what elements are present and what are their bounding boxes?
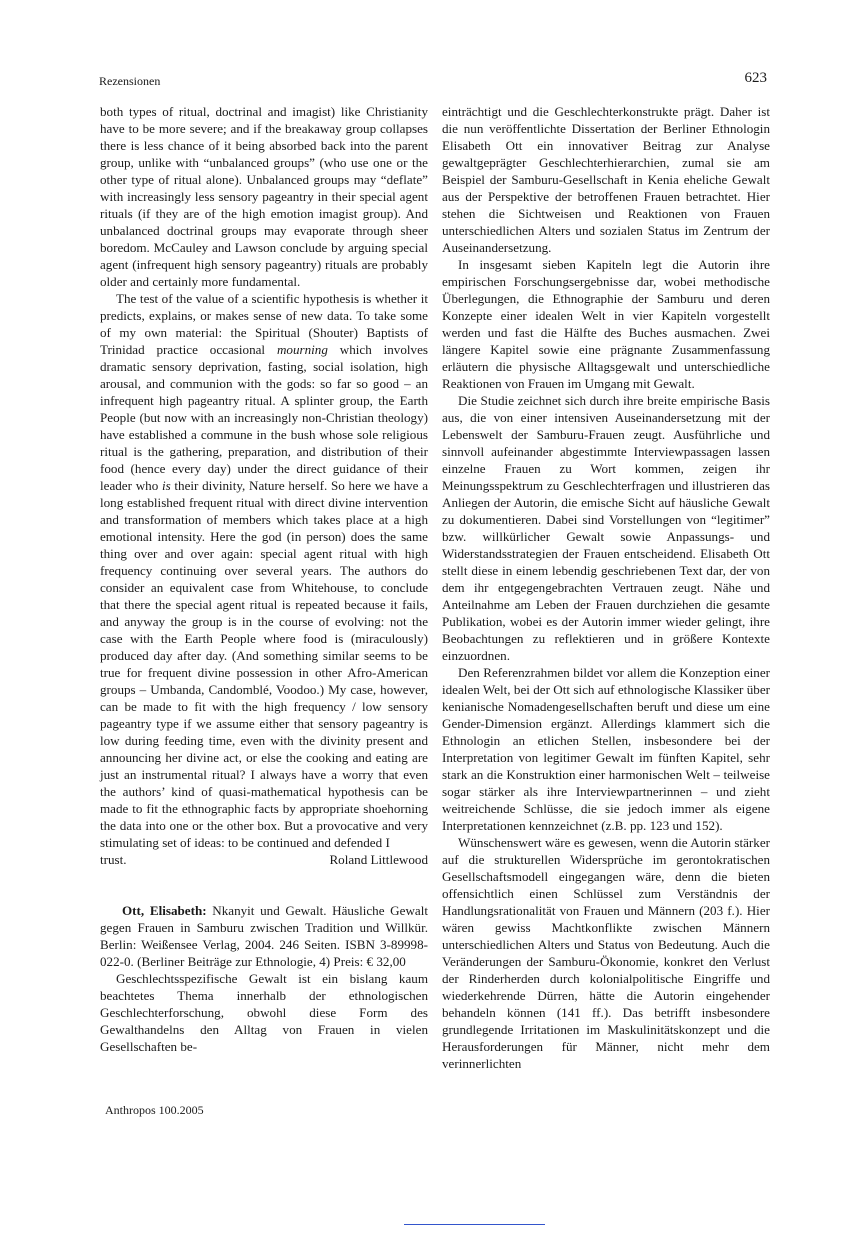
right-column xyxy=(442,103,770,1072)
book-author: Ott, Elisabeth: xyxy=(122,903,207,918)
page-number: 623 xyxy=(744,70,767,86)
book-entry xyxy=(100,902,428,970)
running-head: Rezensionen xyxy=(99,74,161,88)
right-paragraph-1: einträchtigt und die Geschlechterkonstrukte prägt. Daher ist die nun veröffentlichte Dissertation der Berliner Ethnologin Elisabeth Ott ein innovativer Beitrag zur Analyse gewaltgeprägter Geschlechterhierarchien, zumal sie am Beispiel der Samburu-Gesellschaft in Kenia eheliche Gewalt aus der Perspektive der betroffenen Frauen betrachtet. Hier stehen die Sichtweisen und Reaktionen von Frauen unterschiedlichen Alters und sozialen Status im Zentrum der Auseinandersetzung. xyxy=(442,104,770,255)
right-paragraph-4: Den Referenzrahmen bildet vor allem die Konzeption einer idealen Welt, bei der Ott sich auf ethnologische Klassiker über kenianische Nomadengesellschaften beruft und diese um eine Gender-Dimension ergänzt. Allerdings klammert sich die Ethnologin an etlichen Stellen, insbesondere bei der Interpretation von legitimer Gewalt im fünften Kapitel, sehr stark an die Konstruktion einer harmonischen Welt – teilweise sogar stärker als ihre Interviewpartnerinnen – und zieht weitreichende Schlüsse, die sie jedoch immer als eigene Interpretationen kennzeichnet (z.B. pp. 123 und 152). xyxy=(442,665,770,833)
right-paragraph-5: Wünschenswert wäre es gewesen, wenn die Autorin stärker auf die strukturellen Widersprüche im gerontokratischen Gesellschaftsmodell eingegangen wäre, denn die bieten offensichtlich einen Schlüssel zum Verständnis der Handlungsrationalität von Frauen und Männern (203 f.). Hier wären gewiss Machtkonflikte zwischen Männern unterschiedlichen Alters und Status von Bedeutung. Auch die Veränderungen der Samburu-Ökonomie, konkret den Verlust der Rinderherden durch kolonialpolitische Eingriffe und wiederkehrende Dürren, hätte die Autorin eingehender behandeln können (141 ff.). Das betrifft insbesondere grundlegende Irritationen im Maskulinitätskonzept und die Herausforderungen für Männer, nicht mehr dem verinnerlichten xyxy=(442,835,770,1071)
left-paragraph-3: Geschlechtsspezifische Gewalt ist ein bislang kaum beachtetes Thema innerhalb der ethnologischen Geschlechterforschung, obwohl diese Form des Gewalthandelns den Alltag von Frauen in vielen Gesellschaften be- xyxy=(100,971,428,1054)
left-p2-text-a: The test of the value of a scientific hypothesis is whether it predicts, explains, or makes sense of new data. To take some of my own material: the Spiritual (Shouter) Baptists of Trinidad practice occasional xyxy=(100,291,428,357)
left-p2-emphasis-mourning: mourning xyxy=(276,342,328,357)
right-paragraph-3: Die Studie zeichnet sich durch ihre breite empirische Basis aus, die von einer intensiven Auseinandersetzung mit der Lebenswelt der Samburu-Frauen zeugt. Ausführliche und sinnvoll aufeinander abgestimmte Interviewpassagen lassen einzelne Frauen zu Wort kommen, zeigen ihr Meinungsspektrum zu Geschlechterfragen und illustrieren das Anliegen der Autorin, die emische Sicht auf häusliche Gewalt zu dokumentieren. Dabei sind Vorstellungen von “legitimer” bzw. willkürlicher Gewalt sowie Anpassungs- und Widerstandsstrategien der Frauen entscheidend. Elisabeth Ott stellt diese in einem lebendig geschriebenen Text dar, der von dem ihr entgegengebrachten Vertrauen zeugt. Nähe und Anteilnahme am Leben der Frauen durchziehen die gesamte Publikation, wobei es der Autorin immer wieder gelingt, ihre Beobachtungen zu reflektieren und in größere Kontexte einzuordnen. xyxy=(442,393,770,663)
left-p2-emphasis-is: is xyxy=(161,478,171,493)
left-p2-text-b: which involves dramatic sensory deprivation, fasting, social isolation, high arousal, and communion with the gods: so far so good – an infrequent high pageantry ritual. A splinter group, the Earth People (but now with an increasingly non-Christian theology) have established a commune in the bush whose sole religious ritual is the gathering, preparation, and distribution of their food (hence every day) under the direct guidance of their leader who xyxy=(100,342,428,493)
section-gap xyxy=(100,868,428,902)
left-p2-text-c: their divinity, Nature herself. So here we have a long established frequent ritual with direct divine intervention and transformation of members which takes place at a high emotional intensity. Here the god (in person) does the same thing over and over again: special agent ritual with high frequency continuing over several years. The authors do consider an equivalent case from Whitehouse, to conclude that there the special agent ritual is repeated because it fails, and anyway the group is in the course of evolving: not the case with the Earth People where food is (miraculously) produced day after day. (And something similar seems to be true for frequent divine possession in other Afro-American groups – Umbanda, Candomblé, Voodoo.) My case, however, can be made to fit with the high frequency / low sensory pageantry type if we assume either that sensory pageantry is low during feeding time, even with the divinity present and announcing her divine act, or else the cooking and eating are just an instrumental ritual? I always have a worry that even the authors’ kind of quasi-mathematical hypothesis can be made to fit the ethnographic facts by appropriate shoehorning the data into one or the other box. But a provocative and very stimulating set of ideas: to be continued and defended I xyxy=(100,478,428,850)
reviewer-name: Roland Littlewood xyxy=(329,852,428,867)
left-paragraph-1: both types of ritual, doctrinal and imagist) like Christianity have to be more severe; and if the breakaway group collapses there is less chance of it being absorbed back into the parent group, unlike with “unbalanced groups” (who use one or the other type of ritual alone). Unbalanced groups may “deflate” with increasingly less sensory pageantry in their special agent rituals (if they are of the high emotion imagist group). And unbalanced doctrinal groups may evaporate through sheer boredom. McCauley and Lawson conclude by arguing special agent (infrequent high sensory pageantry) rituals are probably older and certainly more fundamental. xyxy=(100,104,428,289)
right-paragraph-2: In insgesamt sieben Kapiteln legt die Autorin ihre empirischen Forschungsergebnisse dar, wobei methodische Überlegungen, die Ethnographie der Samburu und deren Konzepte einer idealen Welt in vier Kapiteln vorgestellt werden und fast die Hälfte des Buches ausmachen. Zwei längere Kapitel sowie eine prägnante Zusammenfassung erläutern die physische Alltagsgewalt und unterschiedliche Reaktionen von Frauen im Umgang mit Gewalt. xyxy=(442,257,770,391)
journal-footer: Anthropos 100.2005 xyxy=(105,1103,204,1117)
bottom-link-rule xyxy=(404,1224,545,1225)
book-citation: Nkanyit und Gewalt. Häusliche Gewalt gegen Frauen in Samburu zwischen Tradition und Willkür. Berlin: Weißensee Verlag, 2004. 246 Seiten. ISBN 3-89998-022-0. (Berliner Beiträge zur Ethnologie, 4) Preis: € 32,00 xyxy=(100,903,428,969)
left-paragraph-2 xyxy=(100,290,428,851)
signature-line xyxy=(100,851,428,868)
left-p2-last-word: trust. xyxy=(100,852,127,867)
left-column xyxy=(100,103,428,1055)
